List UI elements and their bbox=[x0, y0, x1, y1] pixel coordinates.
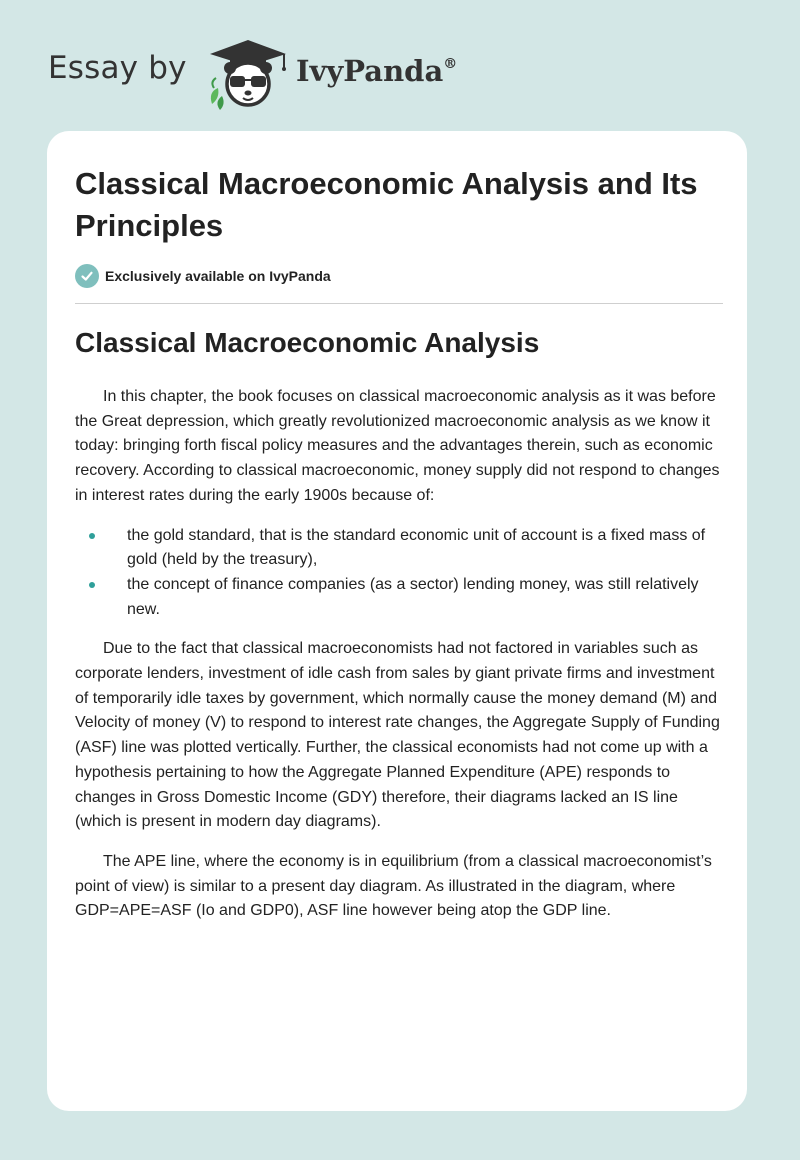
badge-text: Exclusively available on IvyPanda bbox=[105, 268, 331, 284]
exclusive-badge bbox=[75, 263, 331, 289]
bullet-icon bbox=[89, 533, 95, 539]
paragraph: Due to the fact that classical macroeconomists had not factored in variables such as corporate lenders, investment of idle cash from sales by giant private firms and investment of temporarily idle taxes by government, which normally cause the money demand (M) and Velocity of money (V) to respond to interest rate changes, the Aggregate Supply of Funding (ASF) line was plotted vertically. Further, the classical economists had not come up with a hypothesis pertaining to how the Aggregate Planned Expenditure (APE) responds to changes in Gross Domestic Income (GDY) therefore, their diagrams lacked an IS line (which is present in modern day diagrams). bbox=[75, 640, 720, 831]
site-header bbox=[0, 0, 800, 130]
article-card bbox=[47, 131, 747, 1111]
list-item bbox=[75, 524, 725, 573]
registered-mark: ® bbox=[443, 56, 458, 72]
bullet-list bbox=[75, 524, 725, 623]
section-title: Classical Macroeconomic Analysis bbox=[75, 327, 540, 358]
list-item bbox=[75, 573, 725, 622]
essay-by-label: Essay by bbox=[48, 50, 187, 86]
brand-text: IvyPanda bbox=[296, 54, 444, 88]
divider bbox=[75, 303, 723, 304]
bullet-icon bbox=[89, 582, 95, 588]
ivypanda-logo-icon[interactable] bbox=[200, 38, 296, 110]
paragraph: In this chapter, the book focuses on classical macroeconomic analysis as it was before the Great depression, which greatly revolutionized macroeconomic analysis as we know it today: bringing forth fiscal policy measures and the advantages therein, such as economic recovery. According to classical macroeconomic, money supply did not respond to changes in interest rates during the early 1900s because of: bbox=[75, 388, 720, 504]
article-body bbox=[75, 385, 725, 924]
check-icon bbox=[75, 264, 99, 288]
list-item-text: the gold standard, that is the standard economic unit of account is a fixed mass of gold (held by the treasury), bbox=[127, 526, 706, 569]
paragraph: The APE line, where the economy is in equilibrium (from a classical macroeconomist’s point of view) is similar to a present day diagram. As illustrated in the diagram, where GDP=APE=ASF (Io and GDP0), ASF line however being atop the GDP line. bbox=[75, 852, 712, 920]
page-title: Classical Macroeconomic Analysis and Its Principles bbox=[75, 166, 698, 243]
brand-name[interactable] bbox=[296, 54, 457, 88]
list-item-text: the concept of finance companies (as a sector) lending money, was still relatively new. bbox=[127, 575, 699, 618]
